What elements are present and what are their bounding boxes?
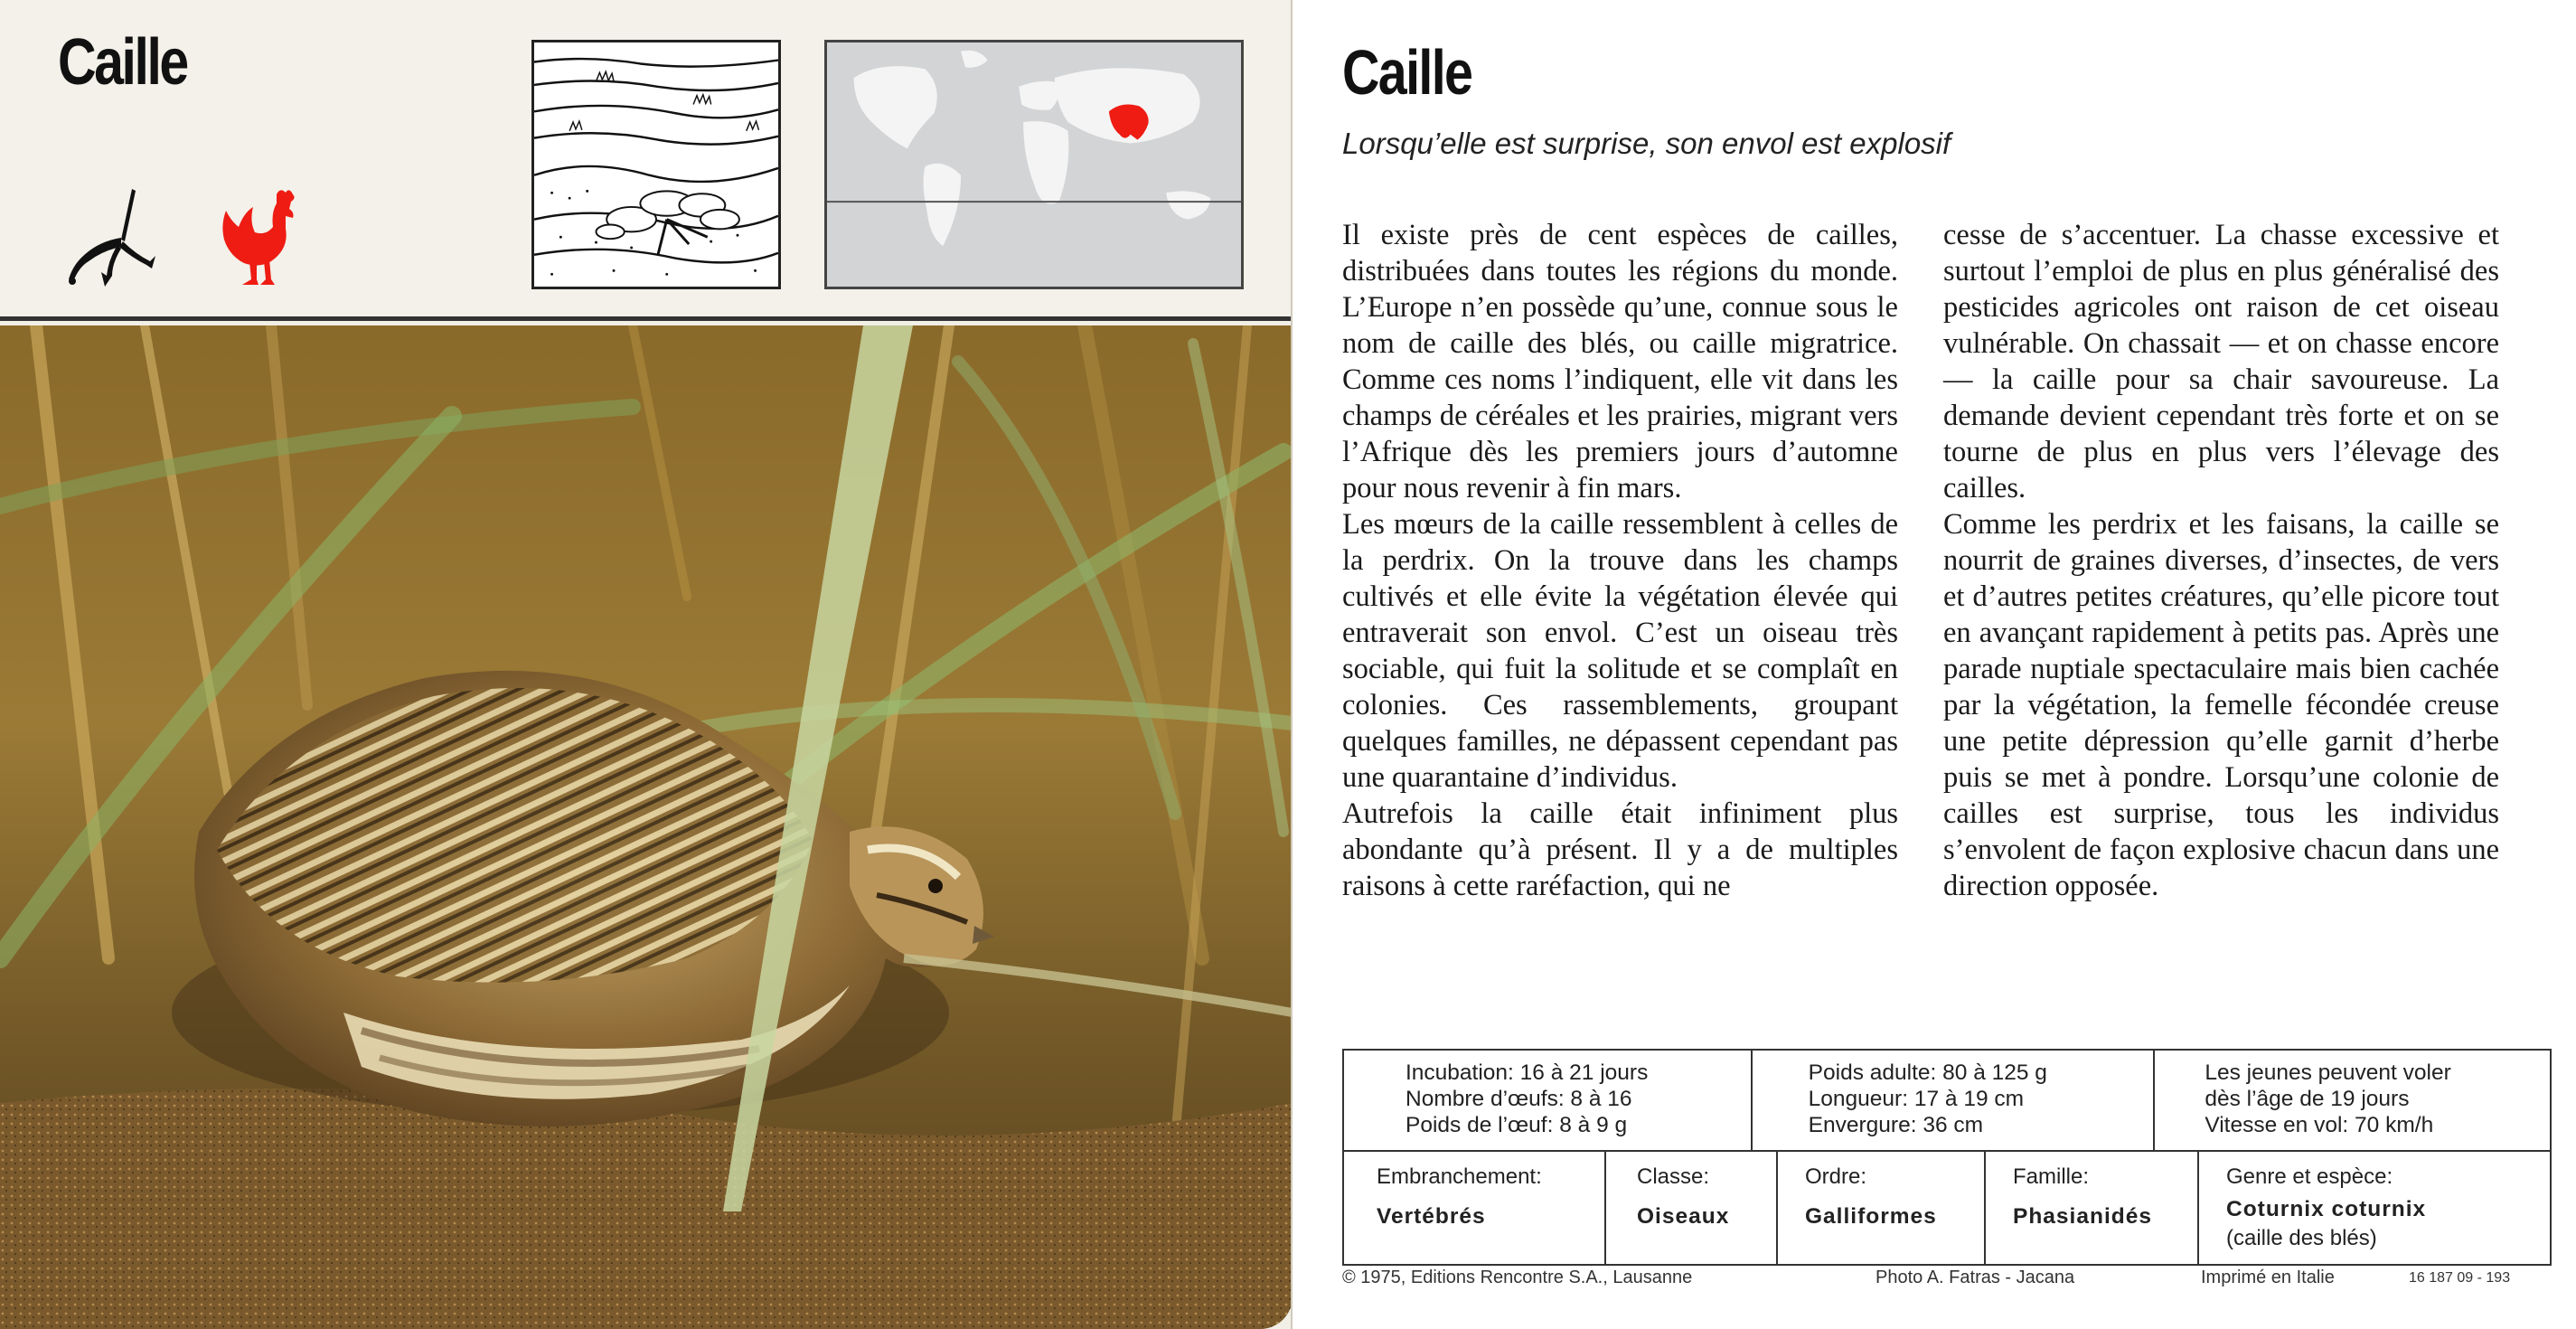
- paragraph: Comme les perdrix et les faisans, la caille se nourrit de graines diverses, d’insectes, de vers et d’autres petites créatures, qu’elle picore tout en avançant rapidement à petits pas. Après une parade nuptiale spectaculaire mais bien cachée par la végétation, la femelle fécondée creuse une petite dépression qu’elle garnit d’herbe puis se met à pondre. Lorsqu’une colonie de cailles est surprise, tous les individus s’envolent de façon explosive chacun dans une direction opposée.: [1943, 508, 2499, 902]
- taxonomy-label: Genre et espèce:: [2226, 1164, 2393, 1189]
- taxonomy-row: [1344, 1152, 2550, 1264]
- taxonomy-ordre: [1778, 1152, 1986, 1264]
- taxonomy-value: Galliformes: [1805, 1204, 1937, 1229]
- taxonomy-label: Famille:: [2013, 1164, 2090, 1189]
- fact-line: dès l’âge de 19 jours: [2205, 1087, 2410, 1111]
- card-header: [0, 0, 1293, 321]
- photo-credit: Photo A. Fatras - Jacana: [1876, 1268, 2075, 1287]
- habitat-icon: [531, 40, 781, 289]
- taxonomy-label: Classe:: [1637, 1164, 1710, 1189]
- taxonomy-classe: [1606, 1152, 1778, 1264]
- taxonomy-note: (caille des blés): [2226, 1226, 2377, 1250]
- taxonomy-genre: [2199, 1152, 2550, 1264]
- fact-line: Vitesse en vol: 70 km/h: [2205, 1113, 2434, 1137]
- facts-row: [1344, 1051, 2550, 1152]
- text-column-right: [1943, 217, 2499, 904]
- bird-claw-icon: [61, 185, 170, 294]
- reference-number: 16 187 09 - 193: [2409, 1270, 2511, 1286]
- taxonomy-embranchement: [1344, 1152, 1606, 1264]
- fact-line: Nombre d’œufs: 8 à 16: [1406, 1087, 1632, 1111]
- fact-line: Longueur: 17 à 19 cm: [1808, 1087, 2025, 1111]
- paragraph: Les mœurs de la caille ressemblent à celles de la perdrix. On la trouve dans les champs cultivés et elle évite la végétation élevée qui entraverait son envol. C’est un oiseau très sociable, qui fuit la solitude et se complaît en colonies. Ces rassemblements, groupant quelques familles, ne dépassent cependant pas une quarantaine d’individus.: [1342, 508, 1898, 794]
- printed-in: Imprimé en Italie: [2201, 1268, 2335, 1287]
- world-map: [824, 40, 1244, 289]
- card-title: Caille: [1342, 37, 1472, 108]
- paragraph: Il existe près de cent espèces de cailles, distribuées dans toutes les régions du monde. L’Europe n’en possède qu’une, connue sous le nom de caille des blés, ou caille migratrice. Comme ces noms l’indiquent, elle vit dans les champs de céréales et les prairies, migrant vers l’Afrique dès les premiers jours d’automne pour nous revenir à fin mars.: [1342, 219, 1898, 504]
- fact-line: Les jeunes peuvent voler: [2205, 1060, 2451, 1085]
- reproduction-facts: [1344, 1051, 1753, 1150]
- text-column-left: [1342, 217, 1898, 904]
- taxonomy-label: Embranchement:: [1377, 1164, 1542, 1189]
- taxonomy-value: Vertébrés: [1377, 1204, 1486, 1229]
- taxonomy-famille: [1986, 1152, 2199, 1264]
- copyright-text: © 1975, Editions Rencontre S.A., Lausanne: [1342, 1268, 1693, 1287]
- fact-line: Envergure: 36 cm: [1808, 1113, 1984, 1137]
- taxonomy-label: Ordre:: [1805, 1164, 1867, 1189]
- card-title: Caille: [58, 26, 187, 99]
- fact-line: Poids de l’œuf: 8 à 9 g: [1406, 1113, 1628, 1137]
- taxonomy-value: Oiseaux: [1637, 1204, 1730, 1229]
- card-subtitle: Lorsqu’elle est surprise, son envol est explosif: [1342, 127, 1951, 160]
- rooster-icon: [217, 185, 298, 294]
- fact-line: Poids adulte: 80 à 125 g: [1808, 1060, 2047, 1085]
- flight-facts: [2155, 1051, 2550, 1150]
- size-facts: [1753, 1051, 2156, 1150]
- species-card-back: [1302, 0, 2576, 1329]
- taxonomy-value: Phasianidés: [2013, 1204, 2152, 1229]
- facts-table: [1342, 1049, 2552, 1266]
- quail-photograph: [0, 325, 1293, 1329]
- taxonomy-value: Coturnix coturnix: [2226, 1197, 2427, 1221]
- paragraph: Autrefois la caille était infiniment plus abondante qu’à présent. Il y a de multiples raisons à cette raréfaction, qui ne: [1342, 797, 1898, 902]
- paragraph: cesse de s’accentuer. La chasse excessive et surtout l’emploi de plus en plus généralisé des pesticides agricoles ont raison de cet oiseau vulnérable. On chassait — et on chasse encore — la caille pour sa chair savoureuse. La demande devient cependant très forte et on se tourne de plus en plus vers l’élevage des cailles.: [1943, 219, 2499, 504]
- fact-line: Incubation: 16 à 21 jours: [1406, 1060, 1649, 1085]
